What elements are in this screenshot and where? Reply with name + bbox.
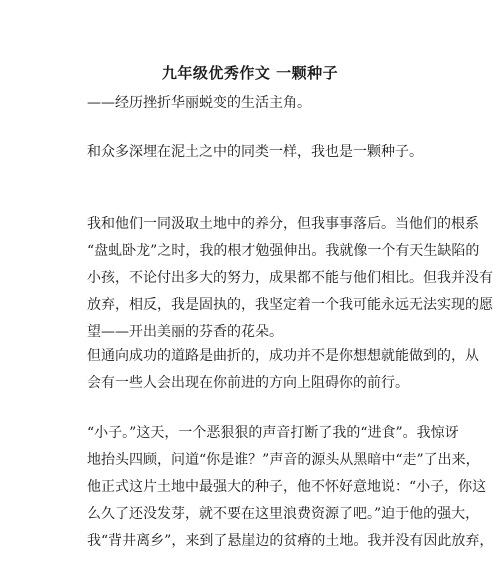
paragraph-line: 会有一些人会出现在你前进的方向上阻碍你的前行。 xyxy=(87,375,409,391)
paragraph-line: 我和他们一同汲取土地中的养分，但我事事落后。当他们的根系 xyxy=(87,216,479,232)
paragraph-line: 但通向成功的道路是曲折的，成功并不是你想想就能做到的，从 xyxy=(87,348,479,364)
paragraph-2 xyxy=(87,211,493,346)
paragraph-line: 望——开出美丽的芬香的花朵。 xyxy=(87,324,283,340)
document-subtitle: ——经历挫折华丽蜕变的生活主角。 xyxy=(87,95,311,111)
paragraph-line: “小子。”这天，一个恶狠狠的声音打断了我的“进食”。我惊讶 xyxy=(87,425,459,441)
paragraph-4 xyxy=(87,420,494,555)
paragraph-line: 和众多深埋在泥土之中的同类一样，我也是一颗种子。 xyxy=(87,144,423,160)
paragraph-line: 地抬头四顾，问道“你是谁？”声音的源头从黑暗中“走”了出来， xyxy=(87,452,480,468)
paragraph-line: “盘虬卧龙”之时，我的根才勉强伸出。我就像一个有天生缺陷的 xyxy=(87,243,480,259)
document-title: 九年级优秀作文 一颗种子 xyxy=(161,64,339,82)
paragraph-line: 放弃，相反，我是固执的，我坚定着一个我可能永远无法实现的愿 xyxy=(87,297,493,313)
paragraph-line: 么久了还没发芽，就不要在这里浪费资源了吧。”迫于他的强大， xyxy=(87,506,480,522)
paragraph-line: 我“背井离乡”，来到了悬崖边的贫瘠的土地。我并没有因此放弃， xyxy=(87,533,494,549)
paragraph-line: 他正式这片土地中最强大的种子，他不怀好意地说：“小子，你这 xyxy=(87,479,487,495)
paragraph-3 xyxy=(87,343,479,397)
paragraph-line: 小孩，不论付出多大的努力，成果都不能与他们相比。但我并没有 xyxy=(87,270,493,286)
paragraph-1 xyxy=(87,139,427,166)
